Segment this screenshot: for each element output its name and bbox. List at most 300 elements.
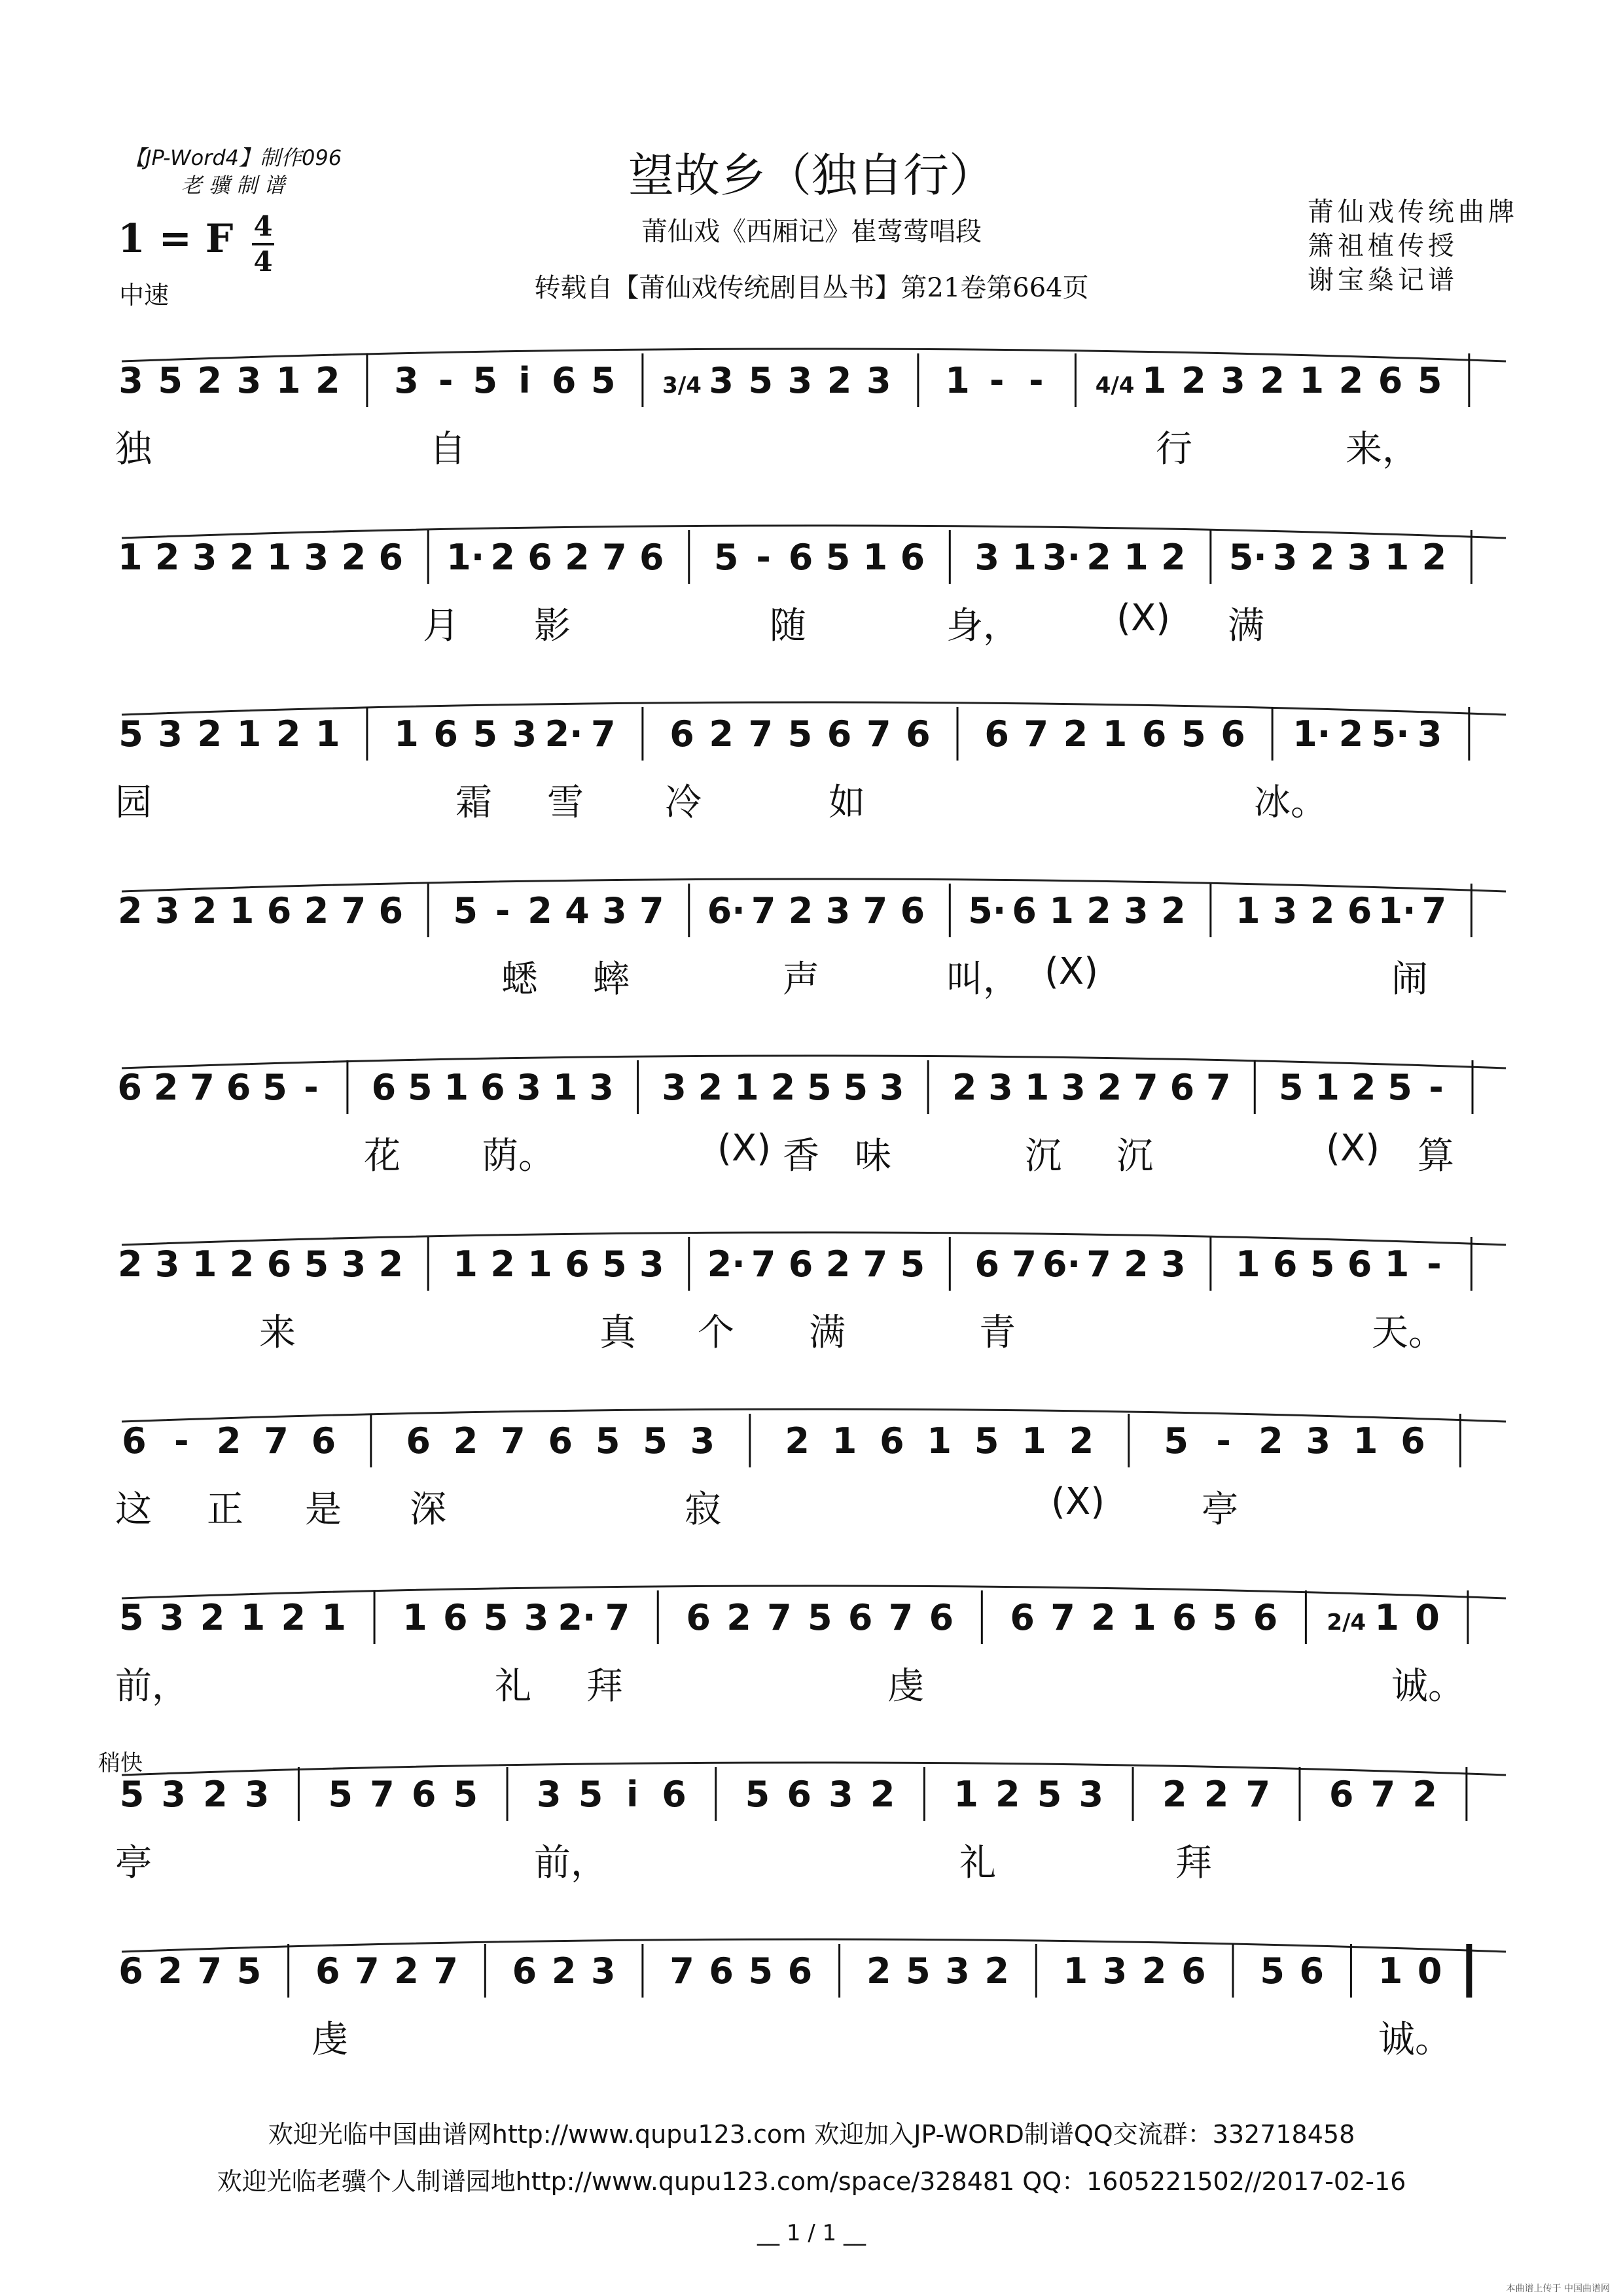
note-glyph: 6 — [1010, 1597, 1035, 1638]
note-glyph: 5 — [119, 1774, 145, 1815]
score-row — [115, 694, 1512, 824]
note-glyph: 5 — [590, 360, 616, 401]
note-glyph: 2 — [200, 1597, 225, 1638]
note-glyph: 2 — [788, 890, 813, 931]
tempo-marking: 中速 — [119, 281, 169, 310]
note-glyph: 6 — [639, 537, 664, 578]
note-glyph: 2 — [197, 360, 223, 401]
note-glyph: 3 — [1102, 1950, 1128, 1992]
lyric-syllable: 真 — [599, 1312, 636, 1354]
note-glyph: 5 — [807, 1067, 832, 1108]
note-glyph: 6· — [707, 890, 745, 931]
note-glyph: 1 — [1384, 537, 1410, 578]
note-glyph: 6 — [117, 1067, 142, 1108]
note-glyph: 3 — [159, 1597, 185, 1638]
note-glyph: 6 — [929, 1597, 954, 1638]
lyric-syllable: 满 — [1228, 605, 1264, 647]
note-glyph: 2 — [153, 1067, 179, 1108]
note-glyph: 1 — [1141, 360, 1167, 401]
lyric-syllable: 冷 — [665, 781, 702, 824]
note-glyph: 2 — [315, 360, 340, 401]
lyric-syllable: 天。 — [1372, 1312, 1445, 1354]
lyric-line — [115, 2011, 1512, 2061]
note-glyph: 2· — [544, 713, 583, 755]
score-row — [115, 1931, 1512, 2061]
note-glyph: 3 — [709, 360, 734, 401]
note-glyph: 7 — [751, 890, 776, 931]
note-glyph: 7 — [1024, 713, 1049, 755]
note-glyph: 7 — [888, 1597, 914, 1638]
note-glyph: 2 — [698, 1067, 723, 1108]
note-glyph: 1 — [1299, 360, 1325, 401]
note-glyph: 7 — [501, 1420, 526, 1462]
note-glyph: 2 — [984, 1950, 1009, 1992]
score-row — [115, 517, 1512, 647]
note-glyph: 3 — [516, 1067, 541, 1108]
note-glyph: 3 — [537, 1774, 562, 1815]
lyric-line — [115, 597, 1512, 647]
lyric-syllable: 虔 — [312, 2018, 348, 2061]
note-glyph: 1 — [832, 1420, 857, 1462]
note-glyph: 6 — [433, 713, 458, 755]
note-glyph: 2 — [276, 713, 301, 755]
lyric-syllable: 花 — [364, 1135, 401, 1177]
note-glyph: 2 — [1161, 890, 1186, 931]
note-glyph: 5 — [748, 1950, 774, 1992]
note-glyph: 6 — [527, 537, 552, 578]
note-glyph: 1 — [552, 1067, 578, 1108]
note-glyph: 5 — [453, 890, 478, 931]
note-glyph: 6 — [662, 1774, 687, 1815]
note-glyph: 3 — [690, 1420, 715, 1462]
lyric-syllable: 叫， — [946, 958, 1020, 1001]
time-signature — [252, 211, 274, 278]
note-line — [115, 517, 1512, 589]
note-glyph: 2 — [825, 1244, 851, 1285]
note-glyph: 5 — [408, 1067, 433, 1108]
note-glyph: 7 — [605, 1597, 630, 1638]
note-glyph: 5 — [1212, 1597, 1238, 1638]
note-glyph: 7 — [1206, 1067, 1231, 1108]
note-glyph: 3 — [244, 1774, 270, 1815]
right-credit-line-2: 箫祖植传授 — [1308, 231, 1458, 261]
note-glyph: 1 — [1049, 890, 1074, 931]
note-glyph: 5 — [328, 1774, 353, 1815]
note-glyph: 5 — [236, 1950, 262, 1992]
note-glyph: 7 — [748, 713, 774, 755]
note-line-svg — [115, 1047, 1512, 1119]
note-glyph: - — [495, 890, 510, 931]
note-glyph: 1 — [863, 537, 888, 578]
note-glyph: i — [626, 1774, 639, 1815]
note-glyph: 2 — [229, 537, 255, 578]
note-glyph: 5 — [748, 360, 774, 401]
note-glyph: 3 — [304, 537, 329, 578]
lyric-syllable: 前， — [115, 1665, 188, 1708]
note-glyph: 2 — [378, 1244, 404, 1285]
note-glyph: 5 — [453, 1774, 478, 1815]
score-row — [115, 1224, 1512, 1354]
score-row — [115, 1047, 1512, 1177]
note-glyph: 3 — [1272, 890, 1298, 931]
lyric-syllable: 随 — [770, 605, 806, 647]
note-glyph: 5 — [787, 713, 813, 755]
time-signature-bottom: 4 — [253, 245, 273, 278]
note-glyph: 2 — [1124, 1244, 1149, 1285]
note-glyph: 2 — [1260, 360, 1285, 401]
note-glyph: 6 — [1171, 1597, 1197, 1638]
lyric-syllable: 是 — [305, 1488, 342, 1531]
note-glyph: 7 — [602, 537, 627, 578]
right-credit-block — [1308, 195, 1518, 297]
lyric-syllable: 冰。 — [1254, 781, 1327, 824]
note-glyph: 4 — [565, 890, 590, 931]
note-glyph: 3 — [988, 1067, 1013, 1108]
note-glyph: 6 — [548, 1420, 573, 1462]
note-glyph: 5 — [118, 713, 143, 755]
lyric-syllable: 礼 — [959, 1842, 996, 1884]
note-glyph: 1 — [1124, 537, 1149, 578]
note-glyph: 2· — [558, 1597, 596, 1638]
lyric-line — [115, 1834, 1512, 1884]
note-glyph: 3 — [154, 890, 180, 931]
note-glyph: 6 — [406, 1420, 431, 1462]
note-glyph: 3 — [236, 360, 262, 401]
note-glyph: 2 — [995, 1774, 1020, 1815]
note-glyph: 6 — [906, 713, 931, 755]
note-glyph: 5 — [713, 537, 739, 578]
note-line — [115, 1754, 1512, 1826]
note-glyph: 1 — [1384, 1244, 1410, 1285]
note-glyph: 2 — [1310, 537, 1335, 578]
note-glyph: 5 — [1387, 1067, 1412, 1108]
note-glyph: 5 — [807, 1597, 832, 1638]
lyric-syllable: 雪 — [547, 781, 584, 824]
note-glyph: 3 — [394, 360, 419, 401]
note-line-svg — [115, 1931, 1512, 2003]
note-glyph: 3 — [1306, 1420, 1331, 1462]
lyric-syllable: 满 — [809, 1312, 846, 1354]
note-glyph: 7 — [1370, 1774, 1396, 1815]
lyric-syllable: 前， — [534, 1842, 607, 1884]
lyric-syllable: 拜 — [586, 1665, 623, 1708]
lyric-syllable: 味 — [855, 1135, 891, 1177]
score-row — [115, 870, 1512, 1001]
note-glyph: 6 — [788, 537, 813, 578]
note-glyph: 2 — [1204, 1774, 1229, 1815]
note-glyph: 6 — [480, 1067, 505, 1108]
note-glyph: 2 — [1338, 360, 1364, 401]
note-glyph: 2 — [1181, 360, 1206, 401]
note-glyph: 7 — [1012, 1244, 1037, 1285]
note-glyph: 1 — [1353, 1420, 1378, 1462]
note-glyph: 7 — [1086, 1244, 1111, 1285]
note-glyph: 6 — [1272, 1244, 1298, 1285]
lyric-syllable: 拜 — [1175, 1842, 1212, 1884]
note-glyph: 7 — [1421, 890, 1447, 931]
note-glyph: 7 — [355, 1950, 380, 1992]
note-line — [115, 1931, 1512, 2003]
note-glyph: 3 — [118, 360, 143, 401]
note-glyph: 5 — [473, 360, 498, 401]
note-glyph: 2 — [1161, 537, 1186, 578]
note-glyph: 1 — [927, 1420, 952, 1462]
note-glyph: 3 — [974, 537, 1000, 578]
note-glyph: 1 — [236, 713, 262, 755]
note-glyph: 2 — [394, 1950, 419, 1992]
note-glyph: 3 — [1417, 713, 1442, 755]
note-glyph: 5 — [1037, 1774, 1062, 1815]
note-glyph: 6 — [686, 1597, 711, 1638]
note-glyph: 2 — [216, 1420, 241, 1462]
lyric-syllable: 香 — [783, 1135, 819, 1177]
note-glyph: 1· — [1293, 713, 1331, 755]
note-glyph: 6 — [1141, 713, 1167, 755]
time-signature-top: 4 — [253, 210, 273, 242]
note-glyph: 5 — [1164, 1420, 1188, 1462]
note-glyph: 3· — [1043, 537, 1081, 578]
note-glyph: 1 — [1022, 1420, 1046, 1462]
lyric-syllable: 荫。 — [482, 1135, 555, 1177]
score-title: 望故乡（独自行） — [628, 149, 995, 202]
note-glyph: 2 — [1063, 713, 1088, 755]
note-glyph: 2/4 — [1327, 1609, 1366, 1636]
note-glyph: - — [438, 360, 454, 401]
note-glyph: 2 — [565, 537, 590, 578]
note-glyph: 7 — [669, 1950, 694, 1992]
note-glyph: 3 — [1079, 1774, 1104, 1815]
note-glyph: 7 — [863, 890, 888, 931]
note-glyph: 2 — [726, 1597, 751, 1638]
note-glyph: 1 — [1235, 890, 1260, 931]
lyric-syllable: 深 — [410, 1488, 446, 1531]
note-glyph: 2 — [490, 1244, 515, 1285]
note-line-svg — [115, 870, 1512, 942]
note-glyph: 1 — [240, 1597, 266, 1638]
note-glyph: 6 — [1169, 1067, 1195, 1108]
note-glyph: 3 — [1161, 1244, 1186, 1285]
note-glyph: 1 — [117, 537, 143, 578]
note-glyph: 6 — [443, 1597, 468, 1638]
note-glyph: 3 — [825, 890, 851, 931]
note-glyph: 1 — [1378, 1950, 1403, 1992]
note-glyph: 6 — [1347, 1244, 1372, 1285]
note-glyph: 3 — [662, 1067, 687, 1108]
note-glyph: - — [304, 1067, 319, 1108]
note-glyph: 5· — [1228, 537, 1267, 578]
note-glyph: 2 — [197, 713, 223, 755]
lyric-line — [115, 1304, 1512, 1354]
note-glyph: 7 — [1133, 1067, 1158, 1108]
note-glyph: 2 — [117, 1244, 143, 1285]
note-glyph: 2 — [870, 1774, 895, 1815]
note-glyph: 2 — [154, 537, 180, 578]
lyric-syllable: 月 — [423, 605, 459, 647]
note-glyph: i — [518, 360, 531, 401]
note-line — [115, 694, 1512, 766]
note-glyph: 3 — [161, 1774, 187, 1815]
note-glyph: 6 — [371, 1067, 397, 1108]
note-glyph: 2 — [1258, 1420, 1283, 1462]
note-glyph: 5 — [118, 1597, 144, 1638]
note-glyph: 2 — [551, 1950, 577, 1992]
note-glyph: 5 — [578, 1774, 603, 1815]
note-glyph: 5 — [483, 1597, 508, 1638]
lyric-syllable: 诚。 — [1391, 1665, 1465, 1708]
score-row — [115, 340, 1512, 471]
lyric-syllable: (X) — [1044, 950, 1099, 993]
note-glyph: 6 — [551, 360, 577, 401]
note-glyph: 1 — [192, 1244, 217, 1285]
lyric-syllable: 来， — [1346, 428, 1419, 471]
note-glyph: 2 — [117, 890, 143, 931]
note-glyph: - — [756, 537, 771, 578]
note-glyph: 2 — [952, 1067, 977, 1108]
note-glyph: 2 — [229, 1244, 255, 1285]
note-glyph: 2 — [1338, 713, 1364, 755]
note-glyph: 6 — [788, 1244, 813, 1285]
lyric-syllable: (X) — [1051, 1480, 1105, 1523]
note-glyph: 6 — [1378, 360, 1403, 401]
note-glyph: 7 — [866, 713, 891, 755]
note-glyph: 1 — [453, 1244, 478, 1285]
note-glyph: 7 — [590, 713, 616, 755]
note-glyph: 2 — [709, 713, 734, 755]
note-glyph: 3/4 — [662, 372, 702, 399]
note-glyph: 0 — [1415, 1597, 1440, 1638]
credit-line-1: 【JP-Word4】制作096 — [124, 145, 342, 170]
note-glyph: 2 — [158, 1950, 183, 1992]
note-glyph: 1 — [1235, 1244, 1260, 1285]
note-glyph: 3 — [879, 1067, 904, 1108]
note-glyph: 1 — [402, 1597, 427, 1638]
score-subtitle: 莆仙戏《西厢记》崔莺莺唱段 — [641, 217, 982, 247]
note-glyph: 1 — [1012, 537, 1037, 578]
lyric-line — [115, 1480, 1512, 1531]
note-line-svg — [115, 517, 1512, 589]
lyric-syllable: 声 — [783, 958, 819, 1001]
lyric-syllable: 自 — [429, 428, 466, 471]
score-source: 转载自【莆仙戏传统剧目丛书】第21卷第664页 — [534, 273, 1089, 303]
note-glyph: 1· — [1378, 890, 1416, 931]
note-glyph: 3 — [1124, 890, 1149, 931]
note-glyph: 6 — [512, 1950, 537, 1992]
note-line-svg — [115, 1754, 1512, 1826]
note-glyph: 6 — [900, 537, 925, 578]
note-glyph: 6 — [1347, 890, 1372, 931]
note-glyph: 2 — [281, 1597, 306, 1638]
note-glyph: 6 — [226, 1067, 251, 1108]
note-glyph: 2· — [707, 1244, 745, 1285]
note-glyph: 1 — [1063, 1950, 1088, 1992]
note-line — [115, 1577, 1512, 1649]
note-glyph: - — [1029, 360, 1044, 401]
note-glyph: 1 — [954, 1774, 978, 1815]
note-glyph: 1 — [1315, 1067, 1340, 1108]
note-glyph: 3 — [158, 713, 183, 755]
lyric-syllable: (X) — [1116, 597, 1171, 639]
note-glyph: 7 — [767, 1597, 792, 1638]
note-glyph: 4/4 — [1095, 372, 1135, 399]
lyric-syllable: 诚。 — [1378, 2018, 1452, 2061]
note-glyph: 2 — [453, 1420, 478, 1462]
key-signature: 1 = F — [118, 216, 234, 262]
note-glyph: 6 — [311, 1420, 336, 1462]
note-glyph: 3 — [602, 890, 627, 931]
note-glyph: 7 — [341, 890, 366, 931]
note-glyph: 2 — [866, 1950, 891, 1992]
note-glyph: 1 — [945, 360, 970, 401]
note-glyph: 3 — [590, 1950, 616, 1992]
note-glyph: 6 — [1181, 1950, 1206, 1992]
slur-arc — [122, 526, 1506, 538]
note-glyph: 3 — [512, 713, 537, 755]
note-glyph: 6 — [122, 1420, 147, 1462]
note-glyph: 1 — [229, 890, 255, 931]
note-glyph: 1 — [527, 1244, 552, 1285]
note-glyph: - — [174, 1420, 189, 1462]
note-glyph: 6· — [1043, 1244, 1081, 1285]
note-glyph: 3 — [945, 1950, 970, 1992]
note-line-svg — [115, 1224, 1512, 1296]
note-glyph: 2 — [1086, 537, 1111, 578]
lyric-line — [115, 950, 1512, 1001]
note-glyph: - — [1427, 1244, 1442, 1285]
note-glyph: 1 — [276, 360, 301, 401]
note-glyph: 5 — [1278, 1067, 1304, 1108]
note-glyph: 2 — [1097, 1067, 1122, 1108]
note-glyph: 1 — [394, 713, 419, 755]
note-glyph: 5 — [745, 1774, 770, 1815]
note-glyph: 2 — [1412, 1774, 1437, 1815]
note-glyph: 2 — [341, 537, 366, 578]
note-line — [115, 1401, 1512, 1473]
note-glyph: 6 — [1329, 1774, 1354, 1815]
note-glyph: 6 — [900, 890, 925, 931]
note-glyph: 1 — [1024, 1067, 1050, 1108]
note-glyph: 5 — [595, 1420, 620, 1462]
note-glyph: 6 — [1012, 890, 1037, 931]
note-glyph: 7 — [190, 1067, 215, 1108]
note-glyph: - — [1216, 1420, 1231, 1462]
note-glyph: 5 — [1417, 360, 1442, 401]
note-glyph: 6 — [378, 537, 404, 578]
footer-line-2: 欢迎光临老骥个人制谱园地http://www.qupu123.com/space/328481 QQ：1605221502//2017-02-16 — [217, 2167, 1406, 2196]
note-glyph: 5· — [968, 890, 1007, 931]
note-glyph: 6 — [411, 1774, 437, 1815]
note-glyph: 6 — [847, 1597, 873, 1638]
note-line-svg — [115, 340, 1512, 412]
note-glyph: 3 — [1347, 537, 1372, 578]
note-glyph: 1 — [444, 1067, 469, 1108]
note-glyph: 5 — [262, 1067, 287, 1108]
note-glyph: 2 — [1351, 1067, 1376, 1108]
lyric-syllable: 身， — [946, 605, 1020, 647]
note-line-svg — [115, 1401, 1512, 1473]
lyric-syllable: 来 — [259, 1312, 296, 1354]
note-glyph: 7 — [1245, 1774, 1271, 1815]
note-glyph: 2 — [203, 1774, 228, 1815]
note-glyph: 2 — [490, 537, 515, 578]
right-credit-line-1: 莆仙戏传统曲牌 — [1308, 197, 1518, 227]
note-glyph: 3 — [341, 1244, 366, 1285]
note-glyph: 6 — [709, 1950, 734, 1992]
lyric-syllable: 个 — [698, 1312, 734, 1354]
credit-line-2: 老 骥 制 谱 — [181, 173, 285, 198]
note-glyph: 2 — [1310, 890, 1335, 931]
note-line-svg — [115, 1577, 1512, 1649]
note-glyph: 0 — [1417, 1950, 1442, 1992]
